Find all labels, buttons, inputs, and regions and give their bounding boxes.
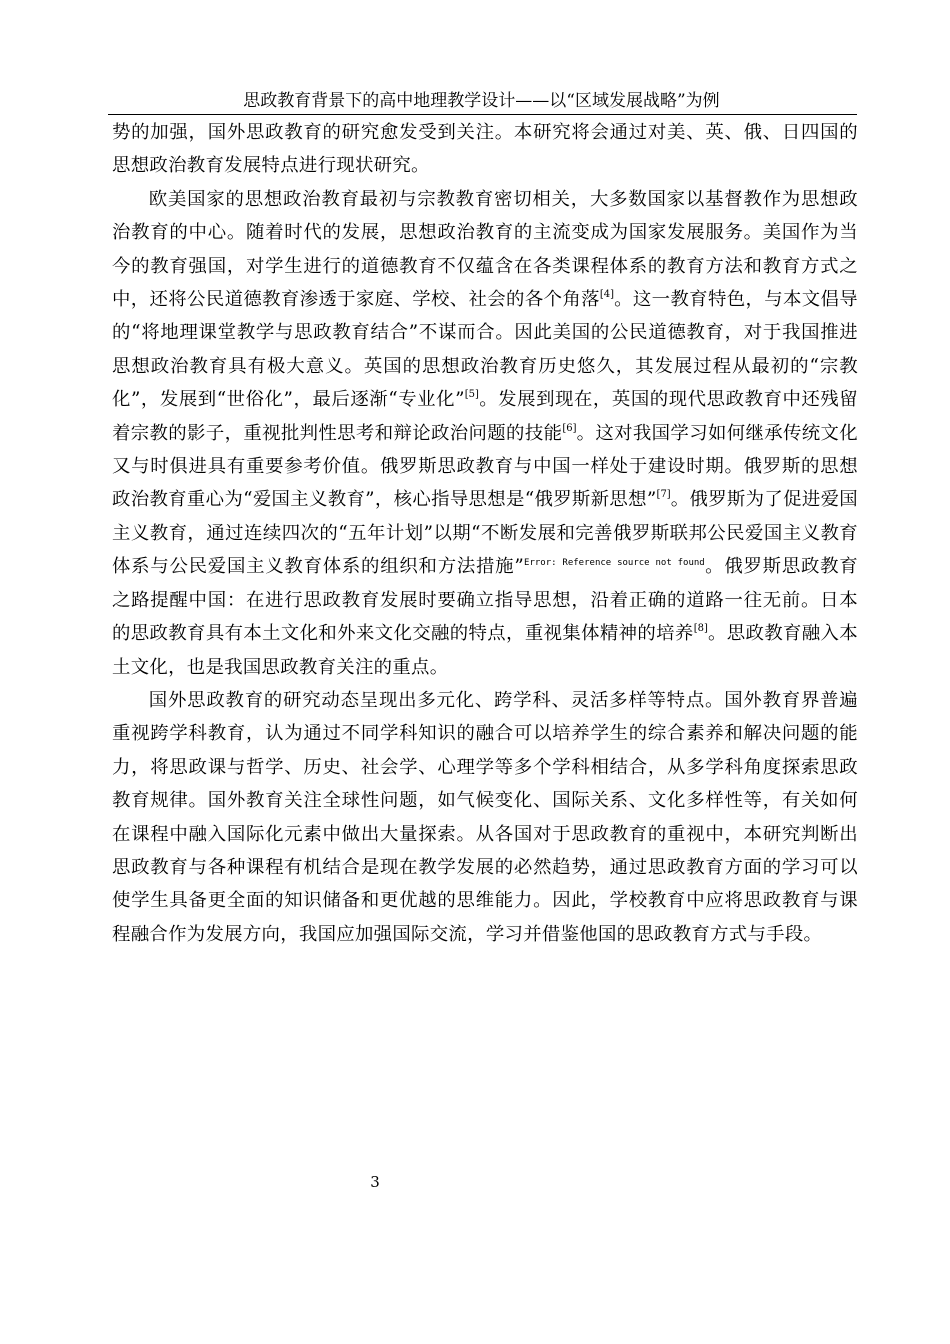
reference-error-note: Error: Reference source not found — [524, 558, 705, 569]
paragraph-text: 。俄罗斯为了促进爱国主义教育，通过连续四次的“五年计划”以期“不断发展和完善俄罗斯联邦公民爱国主义教育体系与公民爱国主义教育体系的组织和方法措施” — [112, 489, 858, 578]
paragraph-research-trends: 国外思政教育的研究动态呈现出多元化、跨学科、灵活多样等特点。国外教育界普遍重视跨学科教育，认为通过不同学科知识的融合可以培养学生的综合素养和解决问题的能力，将思政课与哲学、历史、社会学、心理学等多个学科相结合，从多学科角度探索思政教育规律。国外教育关注全球性问题，如气候变化、国际关系、文化多样性等，有关如何在课程中融入国际化元素中做出大量探索。从各国对于思政教育的重视中，本研究判断出思政教育与各种课程有机结合是现在教学发展的必然趋势，通过思政教育方面的学习可以使学生具备更全面的知识储备和更优越的思维能力。因此，学校教育中应将思政教育与课程融合作为发展方向，我国应加强国际交流，学习并借鉴他国的思政教育方式与手段。 — [112, 689, 858, 945]
paragraph-text: 。思政教育融入本土文化，也是我国思政教育关注的重点。 — [112, 623, 858, 678]
citation-5: [5] — [464, 389, 479, 401]
paragraph-text: 。俄罗斯思政教育之路提醒中国：在进行思政教育发展时要确立指导思想，沿着正确的道路一往无前。日本的思政教育具有本土文化和外来文化交融的特点，重视集体精神的培养 — [112, 556, 858, 645]
paragraph-text: 。这一教育特色，与本文倡导的“将地理课堂教学与思政教育结合”不谋而合。因此美国的公民道德教育，对于我国推进思想政治教育具有极大意义。英国的思想政治教育历史悠久，其发展过程从最初的“宗教化”，发展到“世俗化”，最后逐渐“专业化” — [112, 289, 858, 411]
running-header-title: 思政教育背景下的高中地理教学设计——以“区域发展战略”为例 — [243, 91, 720, 111]
citation-8: [8] — [693, 623, 708, 635]
citation-6: [6] — [562, 422, 577, 434]
paragraph-text: 。这对我国学习如何继承传统文化又与时俱进具有重要参考价值。俄罗斯思政教育与中国一样处于建设时期。俄罗斯的思想政治教育重心为“爱国主义教育”，核心指导思想是“俄罗斯新思想” — [112, 422, 858, 511]
citation-4: [4] — [599, 289, 615, 301]
paragraph-text: 。发展到现在，英国的现代思政教育中还残留着宗教的影子，重视批判性思考和辩论政治问题的技能 — [112, 389, 858, 444]
paragraph-text: 欧美国家的思想政治教育最初与宗教教育密切相关，大多数国家以基督教作为思想政治教育的中心。随着时代的发展，思想政治教育的主流变成为国家发展服务。美国作为当今的教育强国，对学生进行的道德教育不仅蕴含在各类课程体系的教育方法和教育方式之中，还将公民道德教育渗透于家庭、学校、社会的各个角落 — [112, 188, 858, 311]
paragraph-continuation: 势的加强，国外思政教育的研究愈发受到关注。本研究将会通过对美、英、俄、日四国的思想政治教育发展特点进行现状研究。 — [112, 122, 858, 177]
paragraph-western-countries — [112, 183, 858, 684]
citation-7: [7] — [656, 489, 671, 501]
page-number: 3 — [370, 1173, 380, 1191]
header-rule — [108, 114, 857, 115]
body-text — [112, 116, 858, 951]
